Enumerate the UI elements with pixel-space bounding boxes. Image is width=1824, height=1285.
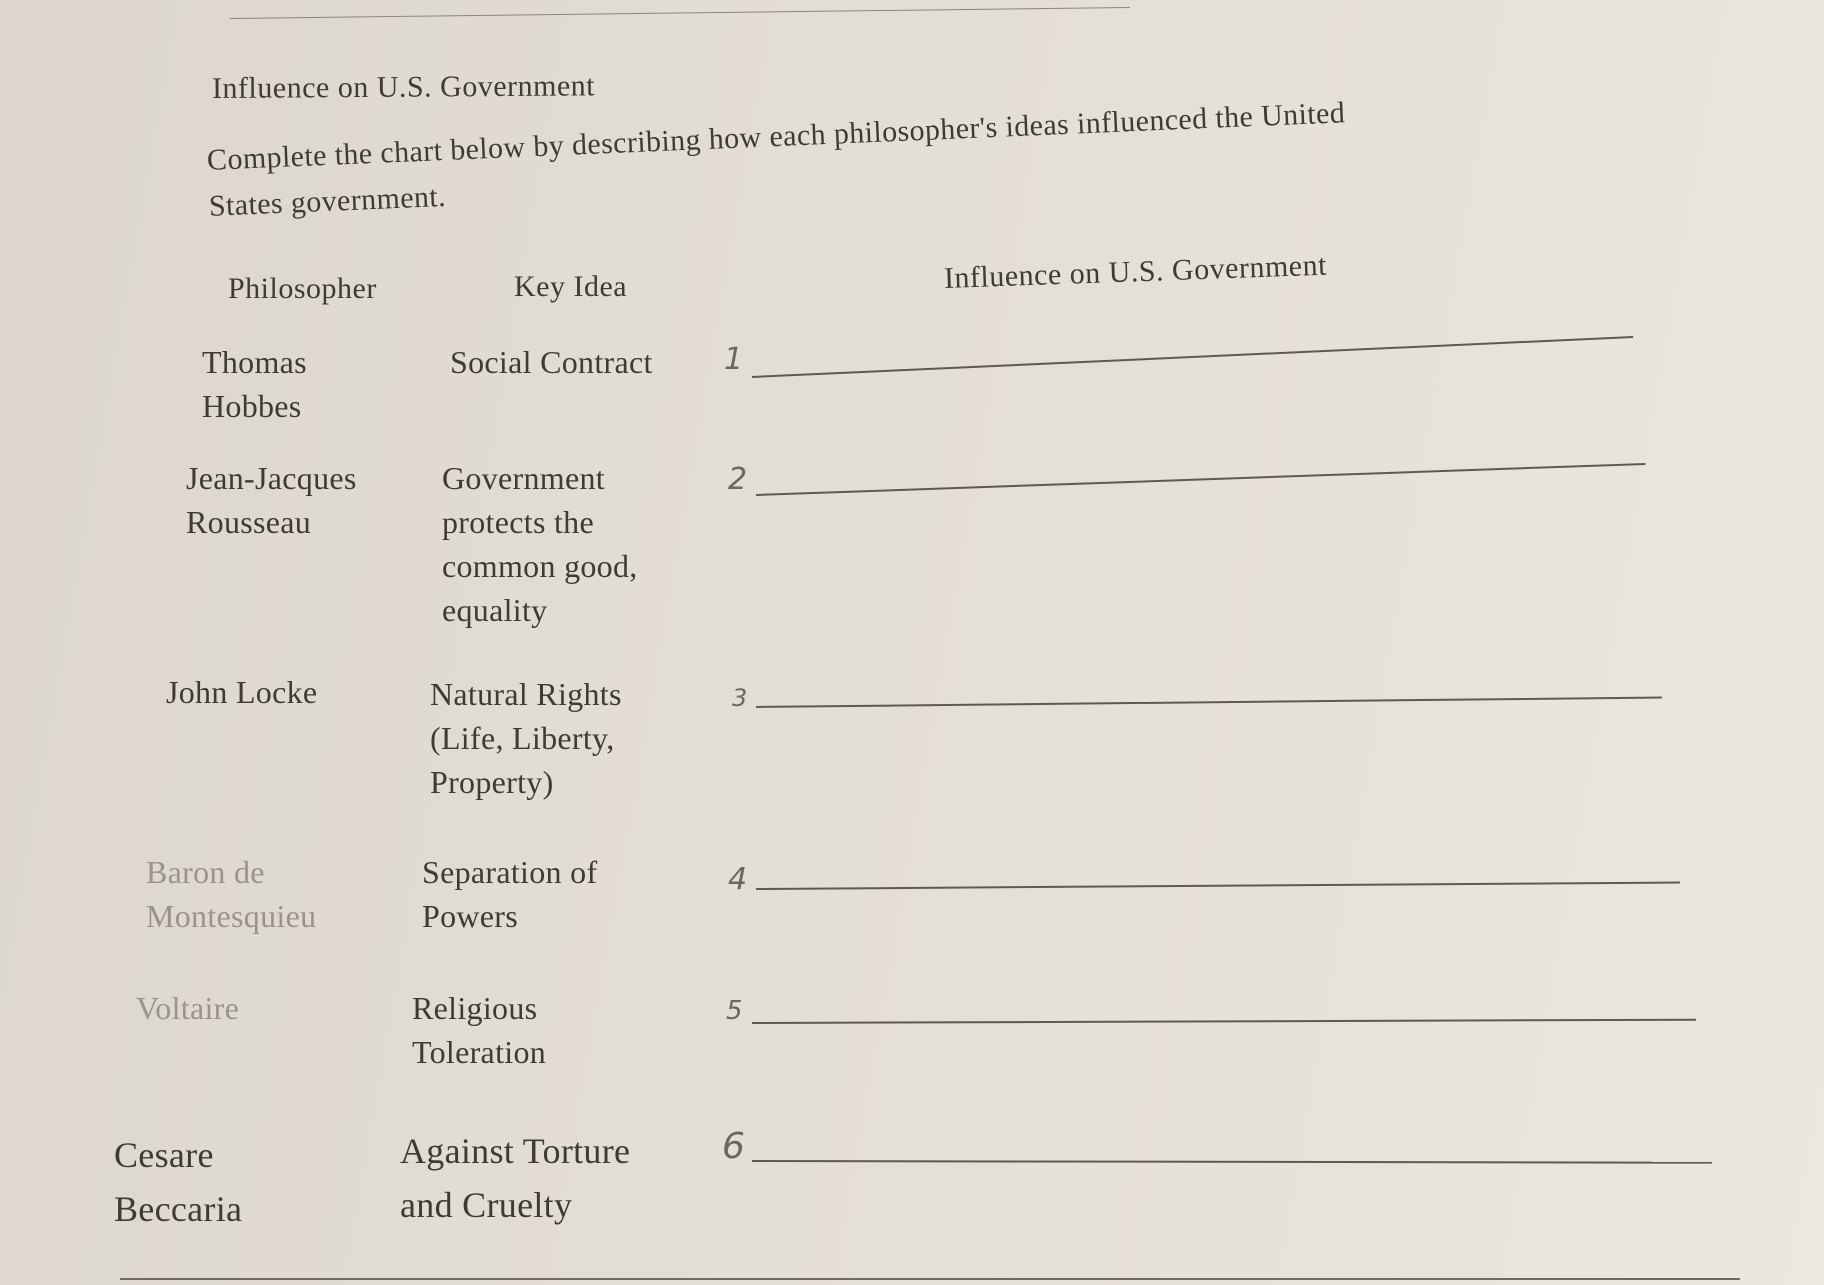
row-2-philosopher-line: Jean-Jacques	[186, 460, 357, 496]
row-1-answer-line[interactable]	[752, 336, 1633, 378]
row-2-key-idea	[442, 456, 638, 632]
row-1-number: 1	[724, 342, 744, 377]
row-6-answer-line[interactable]	[752, 1160, 1712, 1164]
row-6-key-idea-line: Against Torture	[400, 1131, 631, 1171]
header-philosopher: Philosopher	[228, 272, 377, 305]
instructions	[204, 29, 1609, 230]
row-4-key-idea-line: Powers	[422, 898, 519, 934]
row-5-philosopher	[136, 986, 239, 1030]
row-1-key-idea-line: Social Contract	[450, 344, 653, 380]
row-4-key-idea	[422, 850, 597, 938]
row-3-key-idea	[430, 672, 622, 804]
row-6-philosopher	[114, 1128, 242, 1236]
row-2-philosopher-line: Rousseau	[186, 504, 312, 540]
row-5-number: 5	[726, 996, 743, 1026]
row-2-key-idea-line: protects the	[442, 504, 594, 540]
row-5-key-idea-line: Toleration	[412, 1034, 547, 1070]
row-1-philosopher-line: Hobbes	[202, 388, 302, 424]
top-divider	[230, 7, 1130, 19]
row-2-philosopher	[186, 456, 357, 544]
row-5-philosopher-line: Voltaire	[136, 990, 240, 1026]
bottom-divider	[120, 1278, 1740, 1280]
row-4-key-idea-line: Separation of	[422, 854, 598, 890]
row-3-philosopher-line: John Locke	[166, 674, 318, 710]
row-3-key-idea-line: Natural Rights	[430, 676, 622, 712]
row-2-answer-line[interactable]	[756, 463, 1646, 496]
row-1-philosopher	[202, 340, 307, 428]
row-3-key-idea-line: (Life, Liberty,	[430, 720, 615, 756]
row-6-key-idea-line: and Cruelty	[400, 1185, 573, 1225]
row-4-philosopher-line: Montesquieu	[146, 898, 317, 934]
header-influence: Influence on U.S. Government	[943, 248, 1328, 295]
header-key-idea: Key Idea	[514, 270, 628, 303]
row-2-key-idea-line: common good,	[442, 548, 638, 584]
instructions-line-1: Complete the chart below by describing how each philosopher's ideas influenced the United	[206, 96, 1346, 177]
row-5-key-idea	[412, 986, 546, 1074]
row-4-answer-line[interactable]	[756, 882, 1680, 890]
row-1-philosopher-line: Thomas	[202, 344, 307, 380]
row-2-key-idea-line: equality	[442, 592, 548, 628]
row-4-philosopher	[146, 850, 316, 938]
row-4-number: 4	[728, 862, 748, 897]
row-2-number: 2	[728, 462, 748, 497]
page-title: Influence on U.S. Government	[211, 69, 596, 105]
row-4-philosopher-line: Baron de	[146, 854, 265, 890]
row-3-number: 3	[732, 684, 748, 712]
row-6-number: 6	[722, 1126, 745, 1167]
row-6-philosopher-line: Beccaria	[114, 1189, 243, 1229]
instructions-line-2: States government.	[208, 179, 447, 223]
row-5-answer-line[interactable]	[752, 1019, 1696, 1024]
row-3-answer-line[interactable]	[756, 697, 1662, 708]
row-6-key-idea	[400, 1124, 630, 1232]
row-6-philosopher-line: Cesare	[114, 1135, 214, 1175]
row-1-key-idea	[450, 340, 653, 384]
row-3-philosopher	[166, 670, 317, 714]
row-2-key-idea-line: Government	[442, 460, 605, 496]
row-5-key-idea-line: Religious	[412, 990, 538, 1026]
row-3-key-idea-line: Property)	[430, 764, 554, 800]
